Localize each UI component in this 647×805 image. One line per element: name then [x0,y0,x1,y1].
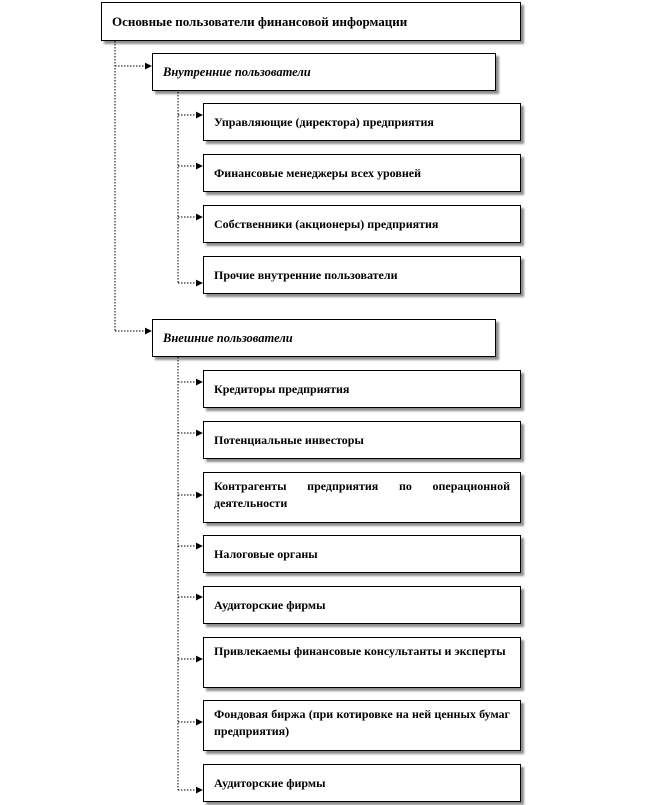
external-item-4-label: Налоговые органы [214,547,318,561]
internal-item-1-label: Управляющие (директора) предприятия [214,115,434,129]
external-item-5-label: Аудиторские фирмы [214,598,326,612]
external-item-6 [203,637,521,688]
internal-item-2-label: Финансовые менеджеры всех уровней [214,166,422,180]
internal-item-1 [203,103,521,141]
internal-item-4-label: Прочие внутренние пользователи [214,268,398,282]
external-item-5 [203,586,521,624]
external-item-2-label: Потенциальные инвесторы [214,433,364,447]
internal-item-4 [203,256,521,294]
external-users-label: Внешние пользователи [163,331,293,345]
external-item-8 [203,764,521,802]
external-item-1 [203,370,521,408]
internal-item-3-label: Собственники (акционеры) предприятия [214,217,439,231]
external-item-2 [203,421,521,459]
external-users-box [152,319,496,357]
external-item-8-label: Аудиторские фирмы [214,776,326,790]
internal-item-3 [203,205,521,243]
external-item-7-label: Фондовая биржа (при котировке на ней ценных бумаг предприятия) [214,707,510,738]
root-label: Основные пользователи финансовой информации [112,14,408,29]
external-item-3 [203,472,521,523]
external-item-6-label: Привлекаемы финансовые консультанты и эксперты [214,644,506,658]
root-box [101,2,521,41]
internal-users-box [152,53,496,91]
external-item-7 [203,700,521,751]
external-item-3-label: Контрагенты предприятия по операционной деятельности [214,479,510,510]
internal-item-2 [203,154,521,192]
internal-users-label: Внутренние пользователи [163,65,311,79]
external-item-1-label: Кредиторы предприятия [214,382,350,396]
external-item-4 [203,535,521,573]
